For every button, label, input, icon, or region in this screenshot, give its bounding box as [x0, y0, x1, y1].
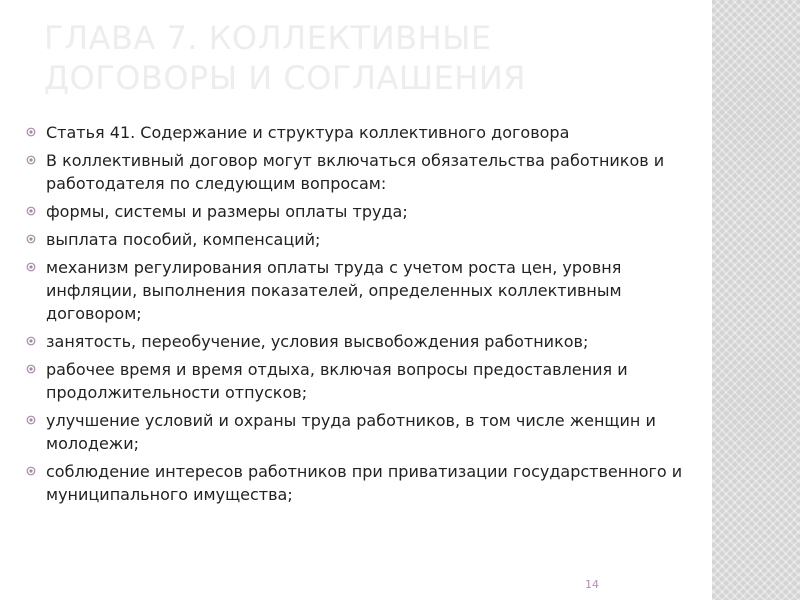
bullet-text: рабочее время и время отдыха, включая вопросы предоставления и продолжительности отпусков; — [46, 360, 628, 402]
circle-bullet-icon — [26, 415, 36, 425]
circle-bullet-icon — [26, 262, 36, 272]
bullet-text: выплата пособий, компенсаций; — [46, 230, 321, 249]
bullet-text: механизм регулирования оплаты труда с учетом роста цен, уровня инфляции, выполнения показателей, определенных коллективным договором; — [46, 258, 622, 323]
list-item — [24, 200, 704, 223]
slide-title: ГЛАВА 7. КОЛЛЕКТИВНЫЕ ДОГОВОРЫ И СОГЛАШЕНИЯ — [44, 19, 527, 97]
circle-bullet-icon — [26, 127, 36, 137]
circle-bullet-icon — [26, 206, 36, 216]
list-item — [24, 358, 704, 404]
circle-bullet-icon — [26, 466, 36, 476]
bullet-list — [24, 121, 704, 511]
circle-bullet-icon — [26, 336, 36, 346]
bullet-text: формы, системы и размеры оплаты труда; — [46, 202, 408, 221]
list-item — [24, 228, 704, 251]
page-number: 14 — [585, 578, 599, 591]
circle-bullet-icon — [26, 155, 36, 165]
bullet-text: В коллективный договор могут включаться обязательства работников и работодателя по следующим вопросам: — [46, 151, 665, 193]
list-item — [24, 256, 704, 325]
bullet-text: Статья 41. Содержание и структура коллективного договора — [46, 123, 570, 142]
decorative-side-strip — [712, 0, 800, 600]
circle-bullet-icon — [26, 234, 36, 244]
circle-bullet-icon — [26, 364, 36, 374]
bullet-text: соблюдение интересов работников при приватизации государственного и муниципального имущества; — [46, 462, 683, 504]
list-item — [24, 121, 704, 144]
list-item — [24, 460, 704, 506]
list-item — [24, 330, 704, 353]
list-item — [24, 149, 704, 195]
bullet-text: занятость, переобучение, условия высвобождения работников; — [46, 332, 589, 351]
list-item — [24, 409, 704, 455]
bullet-text: улучшение условий и охраны труда работников, в том числе женщин и молодежи; — [46, 411, 656, 453]
